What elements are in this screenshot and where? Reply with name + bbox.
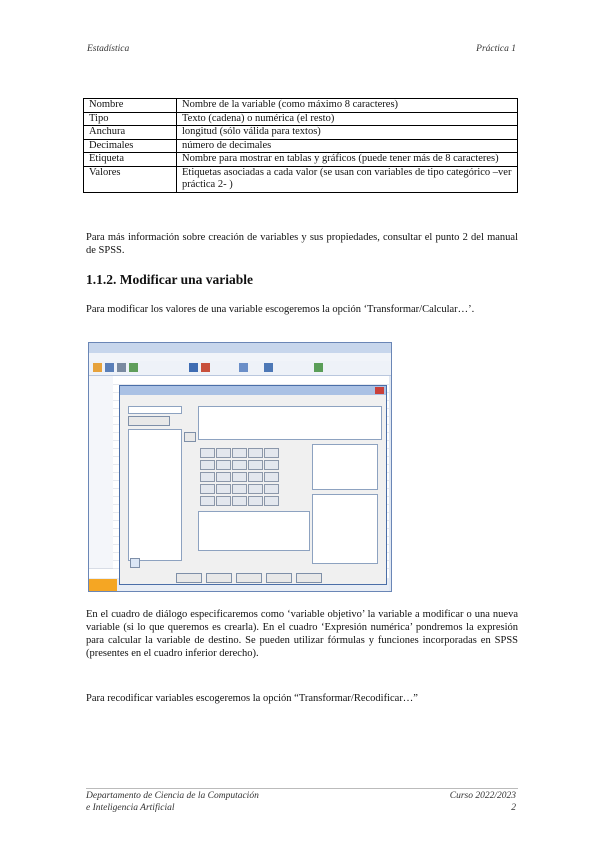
calculator-key[interactable]: [232, 460, 247, 470]
find-icon: [239, 363, 248, 372]
weight-icon: [314, 363, 323, 372]
paragraph-modify: Para modificar los valores de una variable escogeremos la opción ‘Transformar/Calcular…’.: [86, 304, 475, 315]
calculator-key[interactable]: [264, 472, 279, 482]
reset-button[interactable]: [236, 573, 262, 583]
footer-divider: [86, 788, 518, 789]
help-button[interactable]: [296, 573, 322, 583]
compute-dialog: [119, 385, 387, 585]
table-row: [84, 139, 518, 153]
calculator-key[interactable]: [200, 460, 215, 470]
spss-screenshot: [88, 342, 392, 592]
numeric-expression-input[interactable]: [198, 406, 382, 440]
goto-icon: [189, 363, 198, 372]
table-row: [84, 166, 518, 192]
table-row: [84, 112, 518, 126]
property-description: Texto (cadena) o numérica (el resto): [177, 112, 518, 126]
calculator-key[interactable]: [248, 496, 263, 506]
paragraph-recode: Para recodificar variables escogeremos la opción “Transformar/Recodificar…”: [86, 693, 418, 704]
calculator-key[interactable]: [216, 472, 231, 482]
paragraph-dialog: En el cuadro de diálogo especificaremos como ‘variable objetivo’ la variable a modificar o una nueva variable (si lo que queremos es crearla). En el cuadro ‘Expresión numérica’ pondremos la expresión para calcular la variable de destino. Se pueden utilizar fórmulas y funciones incorporadas en SPSS (presentes en el cuadro inferior derecho).: [86, 609, 518, 659]
save-icon: [105, 363, 114, 372]
dialog-titlebar: [120, 386, 386, 395]
function-group-list[interactable]: [312, 444, 378, 490]
print-icon: [117, 363, 126, 372]
chart-icon: [201, 363, 210, 372]
property-description: Nombre de la variable (como máximo 8 caracteres): [177, 99, 518, 113]
move-variable-button[interactable]: [184, 432, 196, 442]
target-variable-input[interactable]: [128, 406, 182, 414]
property-description: Nombre para mostrar en tablas y gráficos (puede tener más de 8 caracteres): [177, 153, 518, 167]
header-right: Práctica 1: [476, 44, 516, 54]
property-description: longitud (sólo válida para textos): [177, 126, 518, 140]
property-name: Anchura: [84, 126, 177, 140]
footer-dept-line2: e Inteligencia Artificial: [86, 803, 175, 813]
property-name: Tipo: [84, 112, 177, 126]
cancel-button[interactable]: [266, 573, 292, 583]
table-row: [84, 153, 518, 167]
property-name: Nombre: [84, 99, 177, 113]
calculator-key[interactable]: [232, 448, 247, 458]
spss-titlebar: [89, 343, 391, 353]
split-icon: [264, 363, 273, 372]
ok-button[interactable]: [176, 573, 202, 583]
calculator-key[interactable]: [216, 460, 231, 470]
page-number: 2: [511, 803, 516, 813]
property-name: Valores: [84, 166, 177, 192]
footer-dept-line1: Departamento de Ciencia de la Computación: [86, 791, 259, 801]
paragraph-more-info: Para más información sobre creación de variables y sus propiedades, consultar el punto 2 del manual de SPSS.: [86, 232, 518, 256]
variable-view-tab[interactable]: [89, 579, 117, 591]
section-title: 1.1.2. Modificar una variable: [86, 272, 253, 287]
calculator-key[interactable]: [232, 484, 247, 494]
calculator-key[interactable]: [248, 484, 263, 494]
properties-table: [83, 98, 518, 193]
calculator-key[interactable]: [264, 448, 279, 458]
table-row: [84, 99, 518, 113]
calculator-key[interactable]: [200, 484, 215, 494]
property-name: Decimales: [84, 139, 177, 153]
footer-course: [450, 790, 516, 814]
footer-department: [86, 790, 259, 814]
type-label-button[interactable]: [128, 416, 170, 426]
calculator-key[interactable]: [264, 460, 279, 470]
property-name: Etiqueta: [84, 153, 177, 167]
paste-button[interactable]: [206, 573, 232, 583]
calculator-key[interactable]: [232, 496, 247, 506]
calculator-key[interactable]: [248, 460, 263, 470]
calculator-key[interactable]: [216, 496, 231, 506]
calculator-key[interactable]: [200, 448, 215, 458]
calculator-key[interactable]: [264, 484, 279, 494]
calculator-key[interactable]: [248, 472, 263, 482]
if-button[interactable]: [130, 558, 140, 568]
header-left: Estadística: [87, 44, 130, 54]
function-description: [198, 511, 310, 551]
close-icon[interactable]: [375, 387, 384, 394]
property-description: Etiquetas asociadas a cada valor (se usan con variables de tipo categórico –ver práctica 2- ): [177, 166, 518, 192]
calculator-key[interactable]: [264, 496, 279, 506]
dialog-recall-icon: [129, 363, 138, 372]
row-header[interactable]: [89, 560, 113, 569]
footer-course-year: Curso 2022/2023: [449, 791, 516, 801]
calculator-key[interactable]: [200, 472, 215, 482]
calculator-key[interactable]: [216, 484, 231, 494]
property-description: número de decimales: [177, 139, 518, 153]
calculator-key[interactable]: [200, 496, 215, 506]
open-icon: [93, 363, 102, 372]
calculator-key[interactable]: [248, 448, 263, 458]
table-row: [84, 126, 518, 140]
variable-list[interactable]: [128, 429, 182, 561]
spss-menubar: [89, 353, 391, 361]
functions-list[interactable]: [312, 494, 378, 564]
calculator-key[interactable]: [232, 472, 247, 482]
calculator-key[interactable]: [216, 448, 231, 458]
